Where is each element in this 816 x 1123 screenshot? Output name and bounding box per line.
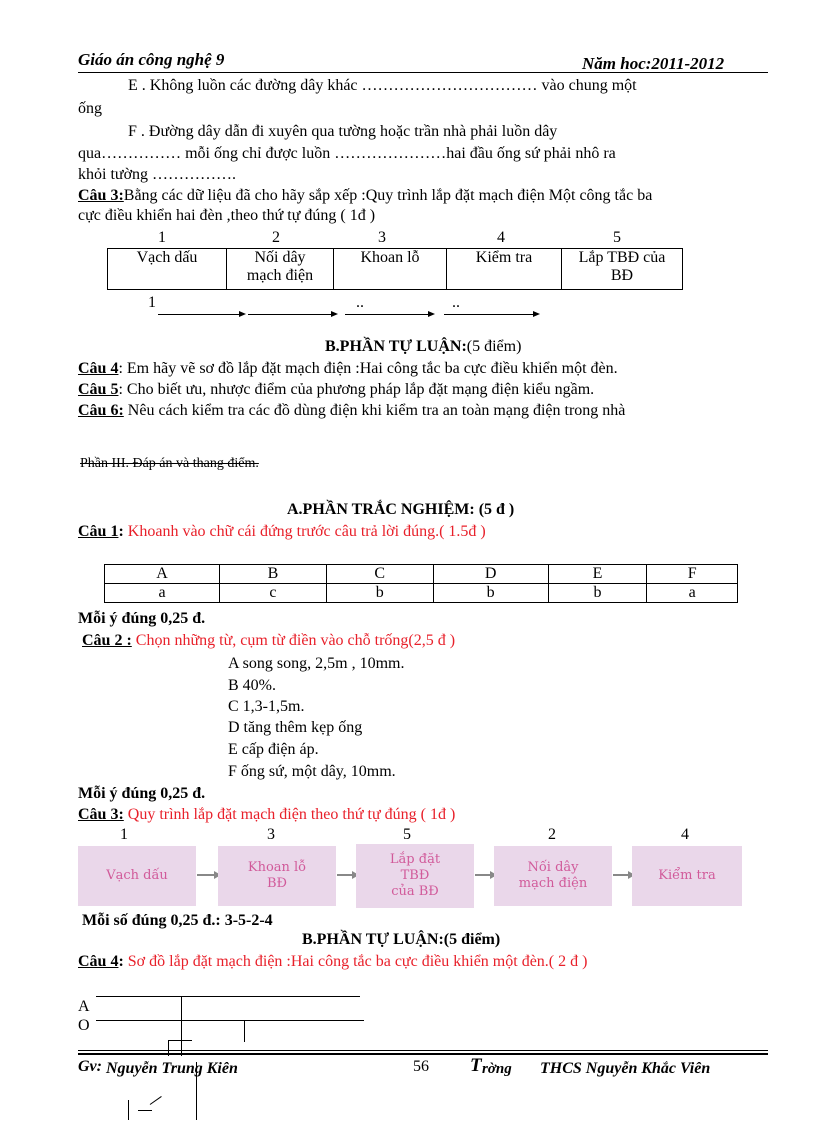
footer-teacher: Nguyễn Trung Kiên	[106, 1060, 238, 1077]
answer-3: Câu 3: Quy trình lắp đặt mạch điện theo thứ tự đúng ( 1đ )	[78, 806, 456, 823]
answer-table-value: b	[433, 584, 548, 603]
answer-2-item: A song song, 2,5m , 10mm.	[228, 655, 405, 672]
steps-cell: Kiểm tra	[447, 249, 562, 290]
question-f-line3: khỏi tường …………….	[78, 166, 237, 183]
footer-school-mid: rờng	[482, 1061, 512, 1077]
answer-table-header: D	[433, 565, 548, 584]
steps-cell: Vạch dấu	[108, 249, 227, 290]
flow-number: 1	[120, 826, 128, 843]
answer-table-header: F	[647, 565, 738, 584]
answer-arrow	[444, 314, 534, 315]
steps-cell: Nối dây mạch điện	[227, 249, 334, 290]
step-number: 3	[378, 229, 386, 246]
answer-start-number: 1	[148, 294, 156, 311]
step-number: 4	[497, 229, 505, 246]
flow-arrow	[337, 874, 353, 876]
question-4: Câu 4: Em hãy vẽ sơ đồ lắp đặt mạch điện :Hai công tắc ba cực điều khiển một đèn.	[78, 360, 618, 377]
question-3-text: Bằng các dữ liệu đã cho hãy sắp xếp :Quy trình lắp đặt mạch điện Một công tắc ba	[123, 187, 653, 204]
footer-rule	[78, 1053, 768, 1055]
flow-arrow	[197, 874, 215, 876]
header-school-year: Năm hoc:2011-2012	[582, 54, 725, 73]
flow-number: 4	[681, 826, 689, 843]
score-note-3: Mỗi số đúng 0,25 đ.: 3-5-2-4	[82, 912, 273, 929]
wire-phase	[96, 996, 360, 997]
answer-table-value: a	[647, 584, 738, 603]
footer-school: THCS Nguyễn Khắc Viên	[540, 1060, 711, 1077]
answer-arrow	[345, 314, 429, 315]
answer-table-value: c	[219, 584, 326, 603]
answer-2-item: F ống sứ, một dây, 10mm.	[228, 763, 396, 780]
flow-box-khoan-lo: Khoan lỗ BĐ	[218, 846, 336, 906]
flow-box-vach-dau: Vạch dấu	[78, 846, 196, 906]
part-b-heading: B.PHẦN TỰ LUẬN:(5 điểm)	[325, 338, 522, 355]
wire-vertical	[128, 1100, 129, 1120]
flow-number: 5	[403, 826, 411, 843]
flow-box-lap-dat: Lắp đặt TBĐ của BĐ	[356, 844, 474, 908]
answer-table-value: b	[326, 584, 433, 603]
flow-box-kiem-tra: Kiểm tra	[632, 846, 742, 906]
question-e-line1: E . Không luồn các đường dây khác …………………………… vào chung một	[128, 77, 637, 94]
answer-table-header: E	[548, 565, 647, 584]
flow-box-noi-day: Nối dây mạch điện	[494, 846, 612, 906]
question-6: Câu 6: Nêu cách kiểm tra các đồ dùng điện khi kiểm tra an toàn mạng điện trong nhà	[78, 402, 626, 419]
part-b2-heading: B.PHẦN TỰ LUẬN:(5 điểm)	[302, 931, 501, 948]
answer-2-item: C 1,3-1,5m.	[228, 698, 305, 715]
header-rule	[78, 72, 768, 73]
flow-number: 3	[267, 826, 275, 843]
answer-1: Câu 1: Khoanh vào chữ cái đứng trước câu trả lời đúng.( 1.5đ )	[78, 523, 486, 540]
answer-table-value: a	[105, 584, 220, 603]
answer-table-header: B	[219, 565, 326, 584]
question-f-line1: F . Đường dây dẫn đi xuyên qua tường hoặc trần nhà phải luồn dây	[128, 123, 558, 140]
score-note-2: Mỗi ý đúng 0,25 đ.	[78, 785, 206, 802]
question-e-line2: ống	[78, 100, 102, 117]
answer-arrow	[248, 314, 332, 315]
footer-rule	[78, 1050, 768, 1051]
answer-2-item: D tăng thêm kẹp ống	[228, 719, 363, 736]
answer-dots: ..	[356, 294, 364, 311]
header-title: Giáo án công nghệ 9	[78, 50, 225, 69]
answer-table-value: b	[548, 584, 647, 603]
footer-school-prefix: T	[470, 1055, 482, 1076]
part-3-title: Phần III. Đáp án và thang điểm.	[80, 456, 259, 471]
steps-cell: Lắp TBĐ của BĐ	[562, 249, 683, 290]
wire-horizontal	[138, 1110, 152, 1111]
flow-arrow	[475, 874, 491, 876]
wire-vertical	[244, 1020, 245, 1042]
step-number: 5	[613, 229, 621, 246]
score-note-1: Mỗi ý đúng 0,25 đ.	[78, 610, 206, 627]
step-number: 2	[272, 229, 280, 246]
answer-table-header: C	[326, 565, 433, 584]
answer-4: Câu 4: Sơ đồ lắp đặt mạch điện :Hai công tắc ba cực điều khiển một đèn.( 2 đ )	[78, 953, 588, 970]
question-3-line1	[78, 187, 652, 205]
question-f-line2: qua…………… mỗi ống chỉ được luồn …………………hai đầu ống sứ phải nhô ra	[78, 145, 616, 162]
flow-number: 2	[548, 826, 556, 843]
wire-neutral	[96, 1020, 364, 1021]
wire-vertical	[181, 996, 182, 1056]
steps-cell: Khoan lỗ	[334, 249, 447, 290]
question-3-line2: cực điều khiển hai đèn ,theo thứ tự đúng ( 1đ )	[78, 207, 376, 224]
answer-arrow	[158, 314, 240, 315]
footer-gv-label: Gv:	[78, 1058, 102, 1075]
wire-horizontal	[168, 1040, 192, 1041]
steps-table	[107, 248, 683, 290]
diagram-label-o: O	[78, 1017, 90, 1034]
answer-1-table	[104, 564, 738, 603]
flow-arrow	[613, 874, 629, 876]
switch-contact	[150, 1096, 162, 1105]
answer-2-item: E cấp điện áp.	[228, 741, 319, 758]
footer-page-number: 56	[413, 1058, 429, 1075]
part-a-heading: A.PHẦN TRẮC NGHIỆM: (5 đ )	[287, 501, 515, 518]
question-3-label: Câu 3:	[78, 187, 124, 204]
answer-table-header: A	[105, 565, 220, 584]
diagram-label-a: A	[78, 998, 90, 1015]
answer-2: Câu 2 : Chọn những từ, cụm từ điền vào chỗ trống(2,5 đ )	[82, 632, 456, 649]
answer-dots: ..	[452, 294, 460, 311]
question-5: Câu 5: Cho biết ưu, nhược điểm của phương pháp lắp đặt mạng điện kiểu ngầm.	[78, 381, 595, 398]
step-number: 1	[158, 229, 166, 246]
answer-2-item: B 40%.	[228, 677, 276, 694]
